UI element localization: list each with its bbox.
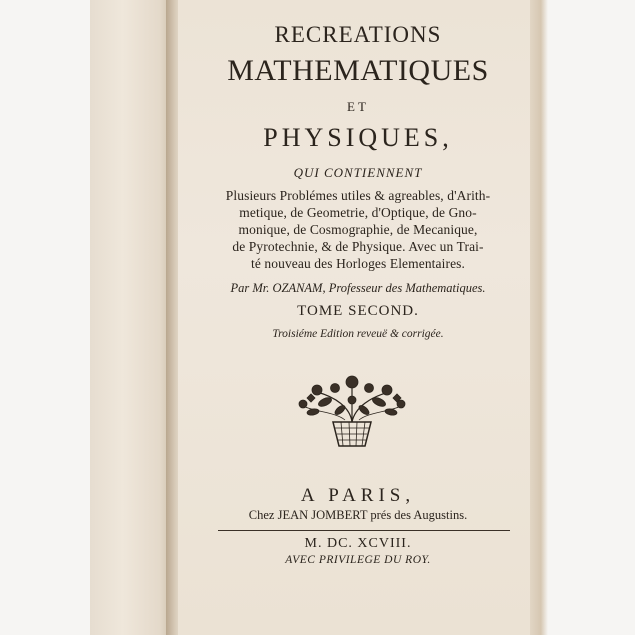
contents-line: té nouveau des Horloges Elementaires.	[250, 256, 465, 271]
title-line-et: ET	[347, 99, 369, 114]
royal-privilege: AVEC PRIVILEGE DU ROY.	[285, 554, 431, 566]
contents-line: de Pyrotechnie, & de Physique. Avec un Trai-	[232, 239, 484, 254]
title-line-recreations: RECREATIONS	[274, 22, 442, 47]
contents-line: Plusieurs Problémes utiles & agreables, d'Arith-	[225, 188, 491, 203]
title-line-physiques: PHYSIQUES,	[263, 123, 453, 152]
title-line-mathematiques: MATHEMATIQUES	[227, 54, 489, 87]
edition-note: Troisiéme Edition reveuë & corrigée.	[272, 328, 444, 340]
flower-basket-ornament-icon	[295, 372, 409, 450]
imprint-place: A PARIS,	[300, 485, 416, 506]
contents-line: monique, de Cosmographie, de Mecanique,	[238, 222, 478, 237]
left-page	[90, 0, 172, 635]
contents-line: metique, de Geometrie, d'Optique, de Gno-	[239, 205, 477, 220]
volume-label: TOME SECOND.	[297, 303, 419, 319]
publication-year: M. DC. XCVIII.	[304, 536, 412, 551]
subtitle-qui-contiennent: QUI CONTIENNENT	[293, 165, 423, 180]
author-line: Par Mr. OZANAM, Professeur des Mathematiques.	[230, 281, 486, 295]
divider-rule	[218, 530, 510, 531]
publisher-line: Chez JEAN JOMBERT prés des Augustins.	[248, 508, 468, 522]
